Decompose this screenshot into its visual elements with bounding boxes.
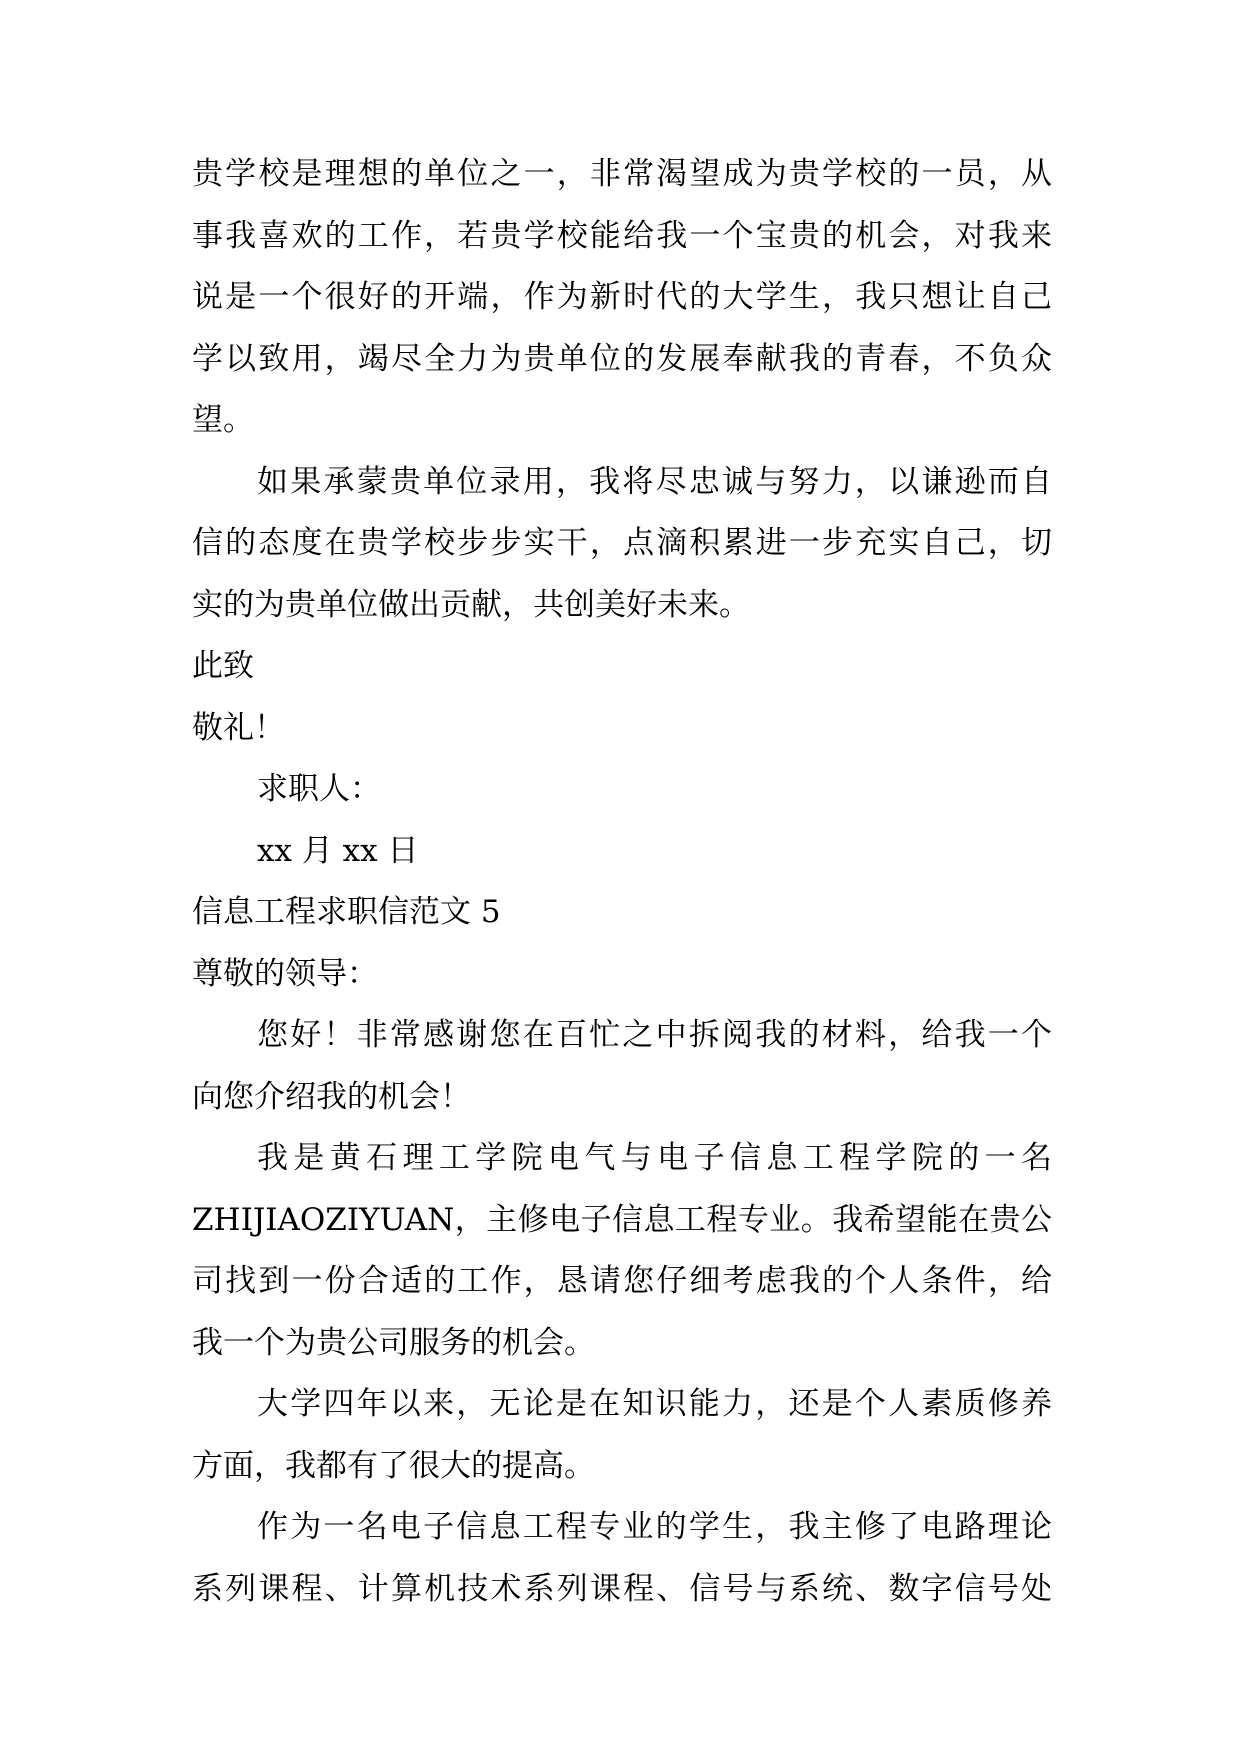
paragraph-line: 学以致用，竭尽全力为贵单位的发展奉献我的青春，不负众 [192,341,1052,377]
paragraph-line: 向您介绍我的机会！ [192,1079,471,1115]
signature-applicant: 求职人： [257,771,381,807]
paragraph-line: 望。 [192,402,254,438]
paragraph-line: 作为一名电子信息工程专业的学生，我主修了电路理论 [257,1509,1052,1545]
paragraph-line: ZHIJIAOZIYUAN，主修电子信息工程专业。我希望能在贵公 [192,1202,1052,1238]
paragraph-line: 实的为贵单位做出贡献，共创美好未来。 [192,587,750,623]
salutation: 尊敬的领导： [192,956,378,992]
signature-date: xx 月 xx 日 [257,833,419,869]
paragraph-line: 您好！非常感谢您在百忙之中拆阅我的材料，给我一个 [257,1017,1052,1053]
paragraph-line: 我是黄石理工学院电气与电子信息工程学院的一名 [257,1140,1052,1176]
paragraph-line: 信的态度在贵学校步步实干，点滴积累进一步充实自己，切 [192,525,1052,561]
paragraph-line: 说是一个很好的开端，作为新时代的大学生，我只想让自己 [192,279,1052,315]
closing-jing-li: 敬礼！ [192,710,285,746]
paragraph-line: 如果承蒙贵单位录用，我将尽忠诚与努力，以谦逊而自 [257,464,1052,500]
paragraph-line: 系列课程、计算机技术系列课程、信号与系统、数字信号处 [192,1571,1052,1607]
paragraph-line: 我一个为贵公司服务的机会。 [192,1325,595,1361]
paragraph-line: 事我喜欢的工作，若贵学校能给我一个宝贵的机会，对我来 [192,218,1052,254]
paragraph-line: 司找到一份合适的工作，恳请您仔细考虑我的个人条件，给 [192,1263,1052,1299]
paragraph-line: 方面，我都有了很大的提高。 [192,1448,595,1484]
paragraph-line: 贵学校是理想的单位之一，非常渴望成为贵学校的一员，从 [192,156,1052,192]
closing-ci-zhi: 此致 [192,648,254,684]
section-title: 信息工程求职信范文 5 [192,894,501,930]
paragraph-line: 大学四年以来，无论是在知识能力，还是个人素质修养 [257,1386,1052,1422]
